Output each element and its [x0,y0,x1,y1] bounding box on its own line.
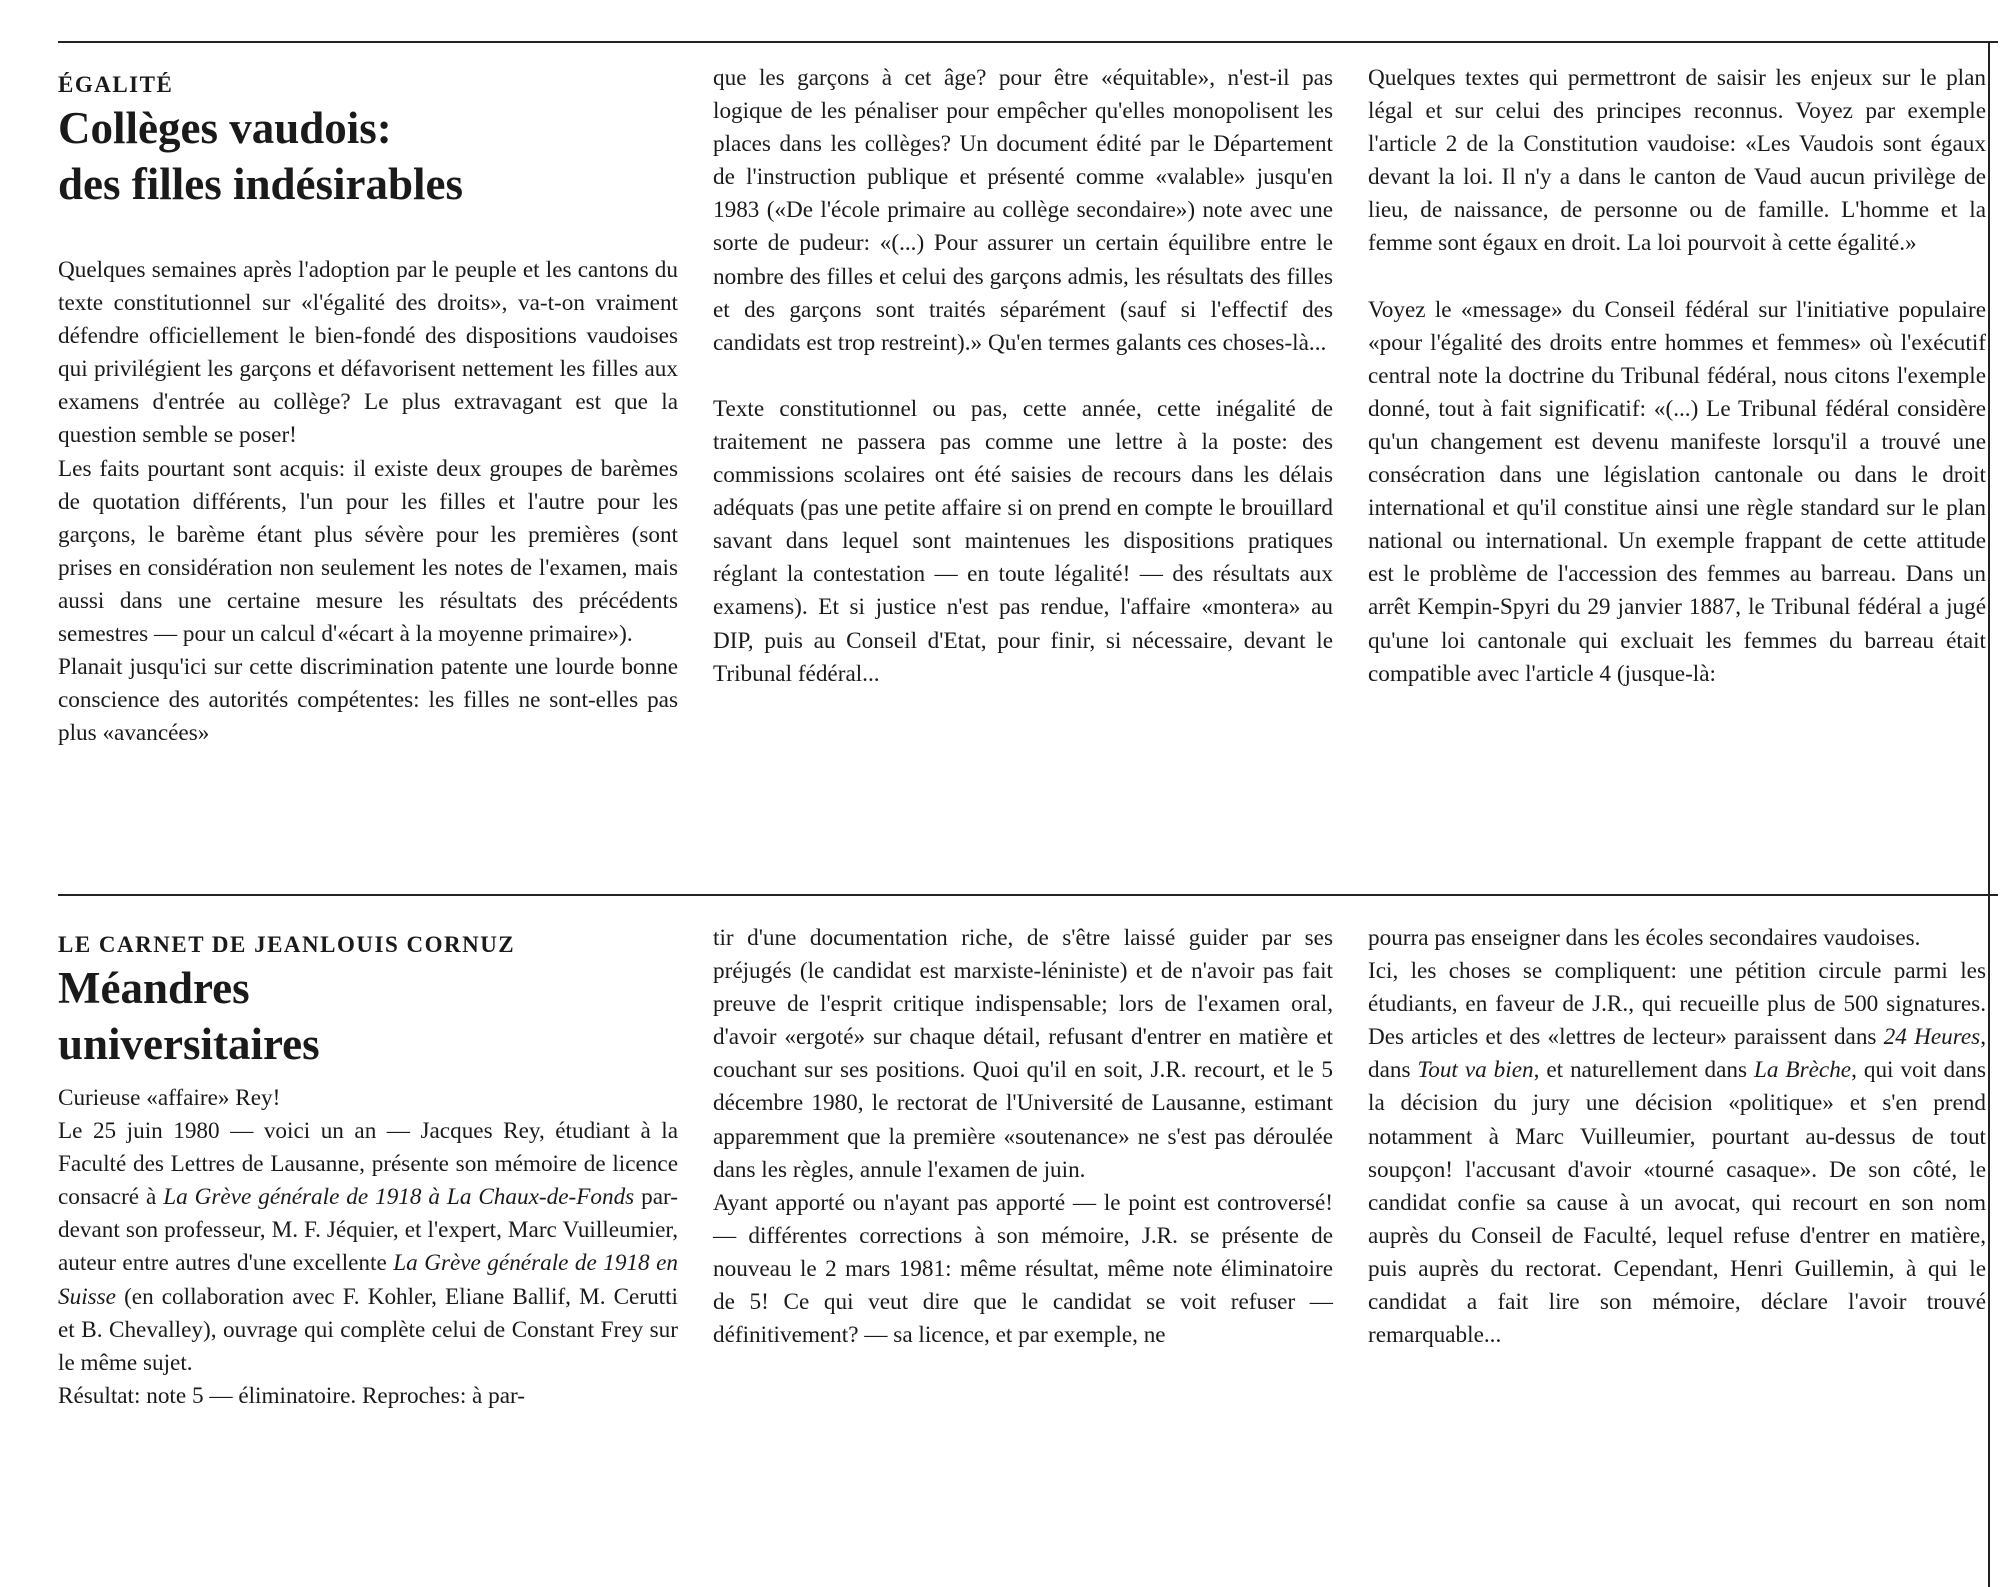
article-kicker: ÉGALITÉ [58,72,174,97]
article-carnet-column-3 [1368,922,1986,1352]
headline-line-1: Méandres [58,963,250,1013]
publication-title: La Brèche [1753,1057,1852,1084]
article-egalite-column-2 [713,62,1333,691]
text-run: Ici, les choses se compliquent: une pétition circule parmi les étudiants, en faveur de J.R., qui recueille plus de 500 signatures. Des articles et des «lettres de lecteur» paraissent dans [1368,958,1986,1051]
paragraph: tir d'une documentation riche, de s'être laissé guider par ses préjugés (le candidat est marxiste-léniniste) et de n'avoir pas fait preuve de l'esprit critique indispensable; lors de l'examen oral, d'avoir «ergoté» sur chaque détail, refusant d'entrer en matière et couchant sur ses positions. Quoi qu'il en soit, J.R. recourt, et le 5 décembre 1980, le rectorat de l'Université de Lausanne, estimant apparemment que la première «soutenance» ne s'est pas déroulée dans les règles, annule l'examen de juin. [713,925,1333,1183]
publication-title: 24 Heures [1883,1024,1981,1051]
article-headline [58,100,678,212]
paragraph: Quelques semaines après l'adoption par le peuple et les cantons du texte constitutionnel sur «l'égalité des droits», va-t-on vraiment défendre officiellement le bien-fondé des dispositions vaudoises qui privilégient les garçons et défavorisent nettement les filles aux examens d'entrée au collège? Le plus extravagant est que la question semble se poser! [58,257,678,449]
text-run: , qui voit dans la décision du jury une décision «politique» et s'en prend notamment à Marc Vuilleumier, pourtant au-dessus de tout soupçon! l'accusant d'avoir «tourné casaque». De son côté, le candidat confie sa cause à un avocat, qui recourt en son nom auprès du Conseil de Faculté, lequel refuse d'entrer en matière, puis auprès du rectorat. Cependant, Henri Guillemin, à qui le candidat a fait lire son mémoire, déclare l'avoir trouvé remarquable... [1368,1057,1986,1349]
paragraph: Les faits pourtant sont acquis: il existe deux groupes de barèmes de quotation différents, l'un pour les filles et l'autre pour les garçons, le barème étant plus sévère pour les premières (sont prises en considération non seulement les notes de l'examen, mais aussi dans une certaine mesure les résultats des précédents semestres — pour un calcul d'«écart à la moyenne primaire»). [58,455,678,648]
article-carnet-column-1 [58,932,678,1413]
paragraph: que les garçons à cet âge? pour être «équitable», n'est-il pas logique de les pénaliser pour empêcher qu'elles monopolisent les places dans les collèges? Un document édité par le Département de l'instruction publique et présenté comme «valable» jusqu'en 1983 («De l'école primaire au collège secondaire») note avec une sorte de pudeur: «(...) Pour assurer un certain équilibre entre le nombre des filles et celui des garçons admis, les résultats des filles et des garçons sont traités séparément (sauf si l'effectif des candidats est trop restreint).» Qu'en termes galants ces choses-là... [713,65,1333,356]
article-egalite-column-1 [58,72,678,750]
paragraph: Résultat: note 5 — éliminatoire. Reproches: à par- [58,1382,526,1409]
article-carnet [0,900,2000,1587]
headline-line-1: Collèges vaudois: [58,103,392,153]
text-run: par-devant son professeur, M. F. Jéquier, et l'expert, Marc Vuilleumier, auteur entre autres d'une excellente [58,1184,678,1277]
paragraph [58,1115,678,1380]
paragraph [1368,955,1986,1352]
article-headline [58,960,678,1072]
paragraph: Curieuse «affaire» Rey! [58,1085,281,1111]
article-kicker: LE CARNET DE JEANLOUIS CORNUZ [58,932,516,957]
headline-line-2: universitaires [58,1019,320,1069]
paragraph: Quelques textes qui permettront de saisir les enjeux sur le plan légal et sur celui des principes reconnus. Voyez par exemple l'article 2 de la Constitution vaudoise: «Les Vaudois sont égaux devant la loi. Il n'y a dans le canton de Vaud aucun privilège de lieu, de naissance, de personne ou de famille. L'homme et la femme sont égaux en droit. La loi pourvoit à cette égalité.» [1368,65,1986,257]
paragraph: Voyez le «message» du Conseil fédéral sur l'initiative populaire «pour l'égalité des droits entre hommes et femmes» où l'exécutif central note la doctrine du Tribunal fédéral, nous citons l'exemple donné, tout à fait significatif: «(...) Le Tribunal fédéral considère qu'un changement est devenu manifeste lorsqu'il a trouvé une consécration dans une législation cantonale ou dans le droit international et qu'il constitue ainsi une règle standard sur le plan national ou international. Un exemple frappant de cette attitude est le problème de l'accession des femmes au barreau. Dans un arrêt Kempin-Spyri du 29 janvier 1887, le Tribunal fédéral a jugé qu'une loi cantonale qui excluait les femmes du barreau était compatible avec l'article 4 (jusque-là: [1368,296,1986,687]
text-run: , dans [1368,1024,1986,1084]
paragraph: pourra pas enseigner dans les écoles secondaires vaudoises. [1368,925,1921,951]
book-title: La Grève générale de 1918 en Suisse [58,1250,678,1310]
text-run: , et naturellement dans [1533,1057,1754,1084]
text-run: Le 25 juin 1980 — voici un an — Jacques Rey, étudiant à la Faculté des Lettres de Lausanne, présente son mémoire de licence consacré à [58,1118,678,1211]
book-title: La Grève générale de 1918 à La Chaux-de-Fonds [163,1184,635,1211]
publication-title: Tout va bien [1417,1057,1534,1084]
paragraph: Ayant apporté ou n'ayant pas apporté — le point est controversé! — différentes corrections à son mémoire, J.R. se présente de nouveau le 2 mars 1981: même résultat, même note éliminatoire de 5! Ce qui veut dire que le candidat se voit refuser — définitivement? — sa licence, et par exemple, ne [713,1189,1333,1349]
article-carnet-column-2 [713,922,1333,1352]
headline-line-2: des filles indésirables [58,159,464,209]
paragraph: Texte constitutionnel ou pas, cette année, cette inégalité de traitement ne passera pas comme une lettre à la poste: des commissions scolaires ont été saisies de recours dans les délais adéquats (pas une petite affaire si on prend en compte le brouillard savant dans lequel sont maintenues les dispositions pratiques réglant la contestation — en toute légalité! — des résultats aux examens). Et si justice n'est pas rendue, l'affaire «montera» au DIP, puis au Conseil d'Etat, pour finir, si nécessaire, devant le Tribunal fédéral... [713,395,1333,687]
paragraph: Planait jusqu'ici sur cette discrimination patente une lourde bonne conscience des autorités compétentes: les filles ne sont-elles pas plus «avancées» [58,654,678,747]
section-divider-rule [58,894,1998,896]
text-run: (en collaboration avec F. Kohler, Eliane Ballif, M. Cerutti et B. Chevalley), ouvrage qui complète celui de Constant Frey sur le même sujet. [58,1283,678,1376]
article-egalite-column-3 [1368,62,1986,691]
